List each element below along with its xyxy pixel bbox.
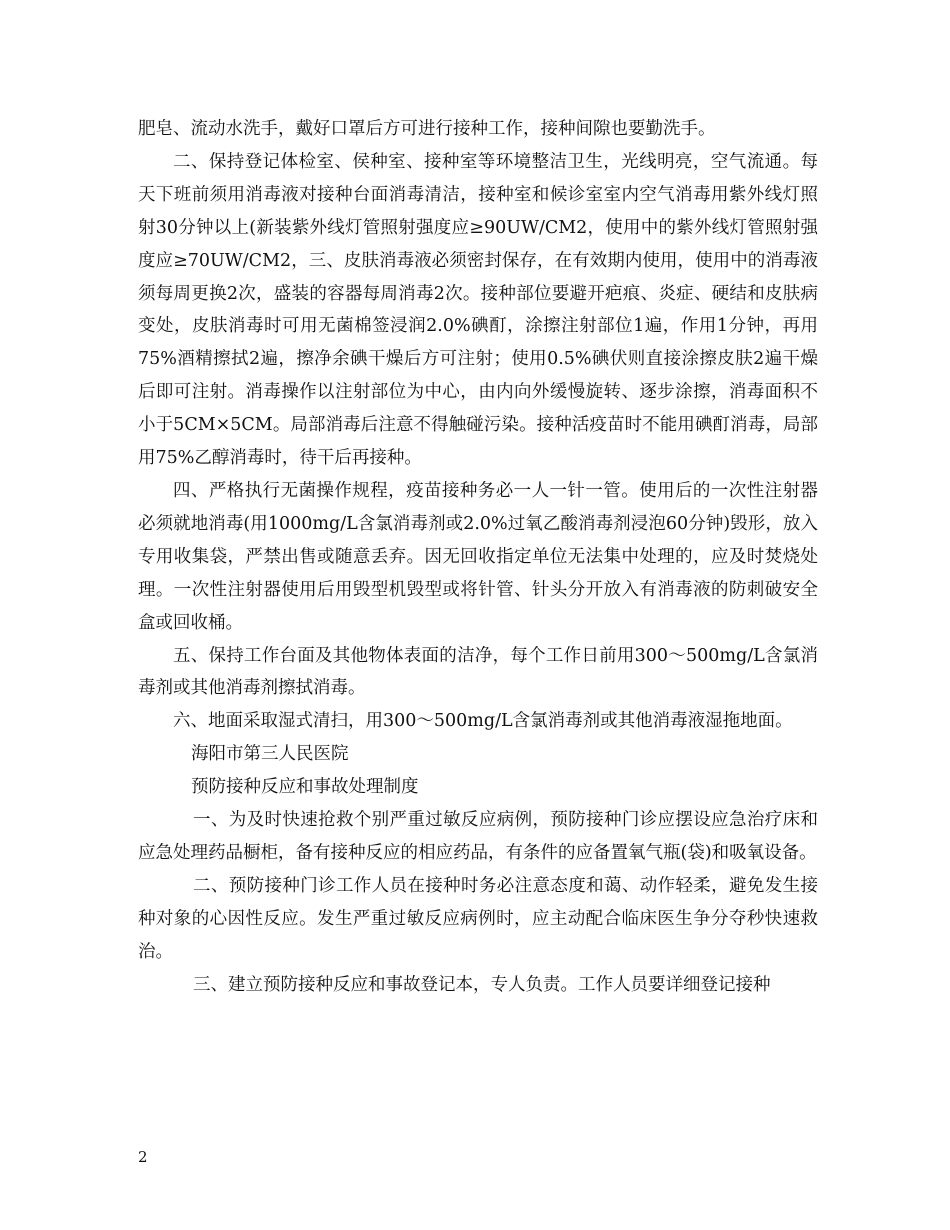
paragraph-handwashing: 肥皂、流动水洗手，戴好口罩后方可进行接种工作，接种间隙也要勤洗手。 bbox=[138, 119, 716, 139]
hospital-name: 海阳市第三人民医院 bbox=[191, 744, 349, 765]
paragraph-emergency-equipment: 一、为及时快速抢救个别严重过敏反应病例，预防接种门诊应摆设应急治疗床和应急处理药品橱柜，备有接种反应的相应药品，有条件的应备置氧气瓶(袋)和吸氧设备。 bbox=[138, 810, 818, 863]
section-title: 预防接种反应和事故处理制度 bbox=[191, 777, 419, 798]
paragraph-surface-cleaning: 五、保持工作台面及其他物体表面的洁净，每个工作日前用300～500mg/L含氯消毒剂或其他消毒剂擦拭消毒。 bbox=[138, 645, 818, 699]
paragraph-staff-attitude: 二、预防接种门诊工作人员在接种时务必注意态度和蔼、动作轻柔，避免发生接种对象的心因性反应。发生严重过敏反应病例时，应主动配合临床医生争分夺秒快速救治。 bbox=[138, 875, 818, 962]
paragraph-registration-book: 三、建立预防接种反应和事故登记本，专人负责。工作人员要详细登记接种 bbox=[193, 974, 771, 995]
body-text bbox=[138, 113, 818, 1001]
page-number: 2 bbox=[138, 1148, 148, 1166]
paragraph-environment-disinfection: 二、保持登记体检室、侯种室、接种室等环境整洁卫生，光线明亮，空气流通。每天下班前须用消毒液对接种台面消毒清洁，接种室和候诊室室内空气消毒用紫外线灯照射30分钟以上(新装紫外线灯管照射强度应≥90UW/CM2，使用中的紫外线灯管照射强度应≥70UW/CM2，三、皮肤消毒液必须密封保存，在有效期内使用，使用中的消毒液须每周更换2次，盛装的容器每周消毒2次。接种部位要避开疤痕、炎症、硬结和皮肤病变处，皮肤消毒时可用无菌棉签浸润2.0%碘酊，涂擦注射部位1遍，作用1分钟，再用75%酒精擦拭2遍，擦净余碘干燥后方可注射；使用0.5%碘伏则直接涂擦皮肤2遍干燥后即可注射。消毒操作以注射部位为中心，由内向外缓慢旋转、逐步涂擦，消毒面积不小于5CM×5CM。局部消毒后注意不得触碰污染。接种活疫苗时不能用碘酊消毒，局部用75%乙醇消毒时，待干后再接种。 bbox=[138, 151, 818, 469]
paragraph-floor-cleaning: 六、地面采取湿式清扫，用300～500mg/L含氯消毒剂或其他消毒液湿拖地面。 bbox=[173, 711, 793, 732]
paragraph-aseptic-operation: 四、严格执行无菌操作规程，疫苗接种务必一人一针一管。使用后的一次性注射器必须就地消毒(用1000mg/L含氯消毒剂或2.0%过氧乙酸消毒剂浸泡60分钟)毁形，放入专用收集袋，严禁出售或随意丢弃。因无回收指定单位无法集中处理的，应及时焚烧处理。一次性注射器使用后用毁型机毁型或将针管、针头分开放入有消毒液的防刺破安全盒或回收桶。 bbox=[138, 480, 818, 633]
